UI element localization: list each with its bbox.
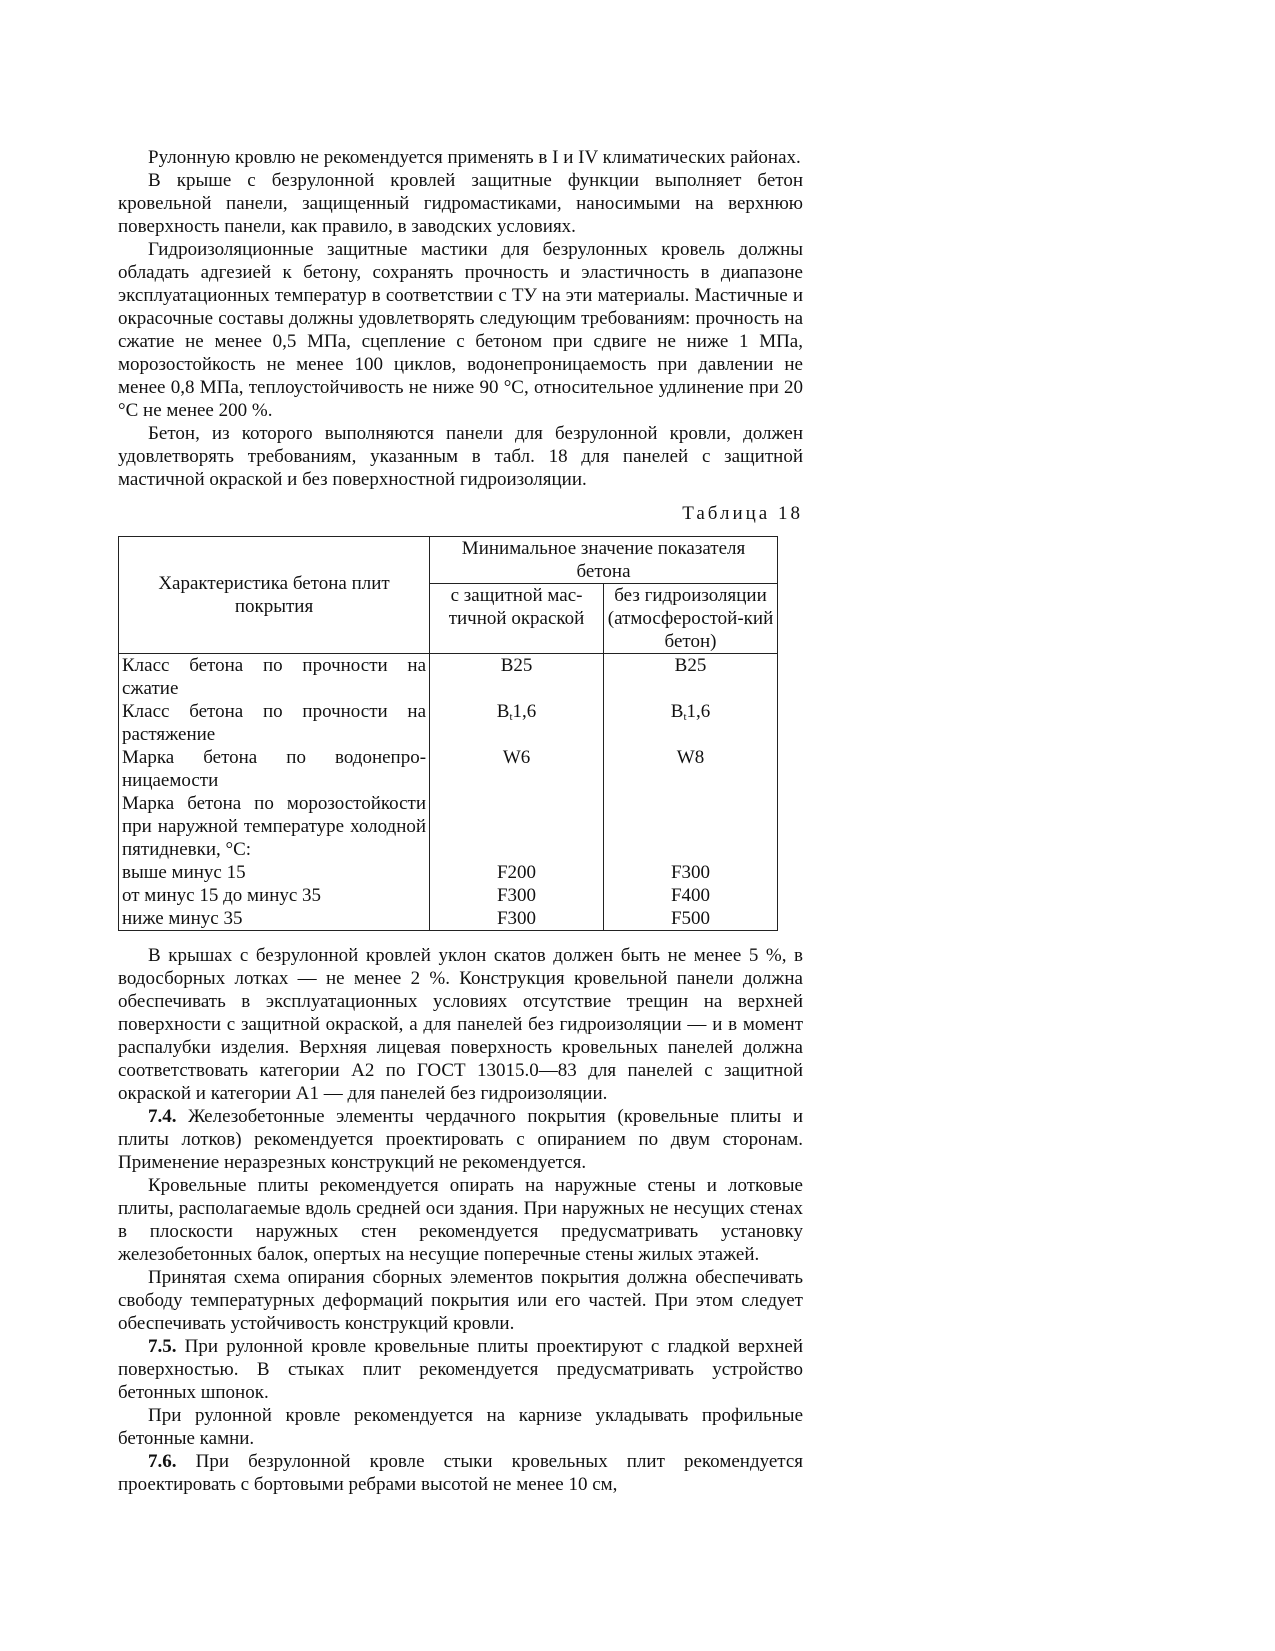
header-min-value: Минимальное значение показателя бетона bbox=[430, 537, 778, 584]
row-label: Марка бетона по водонепро-ницаемости bbox=[119, 746, 430, 792]
row-value-uncoated bbox=[604, 792, 778, 861]
row-value-coated bbox=[430, 792, 604, 861]
table-row bbox=[119, 792, 778, 861]
clause-number: 7.4. bbox=[148, 1106, 177, 1127]
table-header-row bbox=[119, 537, 778, 584]
row-value-coated: F200 bbox=[430, 861, 604, 884]
table-row bbox=[119, 654, 778, 701]
row-label: выше минус 15 bbox=[119, 861, 430, 884]
document-page bbox=[118, 146, 803, 1496]
table-row bbox=[119, 746, 778, 792]
row-value-coated: F300 bbox=[430, 907, 604, 931]
paragraph: Принятая схема опирания сборных элементов покрытия должна обеспечивать свободу температурных деформаций покрытия или его частей. При этом следует обеспечивать устойчивость конструкций кровли. bbox=[118, 1267, 803, 1334]
paragraph: При рулонной кровле рекомендуется на карнизе укладывать профильные бетонные камни. bbox=[118, 1405, 803, 1449]
header-with-coating: с защитной мас-тичной окраской bbox=[430, 584, 604, 654]
header-characteristic: Характеристика бетона плит покрытия bbox=[119, 537, 430, 654]
row-value-uncoated: F500 bbox=[604, 907, 778, 931]
table-row bbox=[119, 884, 778, 907]
paragraph: Рулонную кровлю не рекомендуется применять в I и IV климатических районах. bbox=[148, 147, 801, 168]
clause-number: 7.5. bbox=[148, 1336, 177, 1357]
header-without-waterproofing: без гидроизоляции (атмосферостой-кий бетон) bbox=[604, 584, 778, 654]
row-value-coated: F300 bbox=[430, 884, 604, 907]
row-value-uncoated: F300 bbox=[604, 861, 778, 884]
row-value-coated: В25 bbox=[430, 654, 604, 701]
row-value-uncoated: $B_t1,6$ bbox=[604, 700, 778, 746]
paragraph: 7.4. Железобетонные элементы чердачного покрытия (кровельные плиты и плиты лотков) рекомендуется проектировать с опиранием по двум сторонам. Применение неразрезных конструкций не рекомендуется. bbox=[118, 1106, 804, 1173]
paragraph: В крышах с безрулонной кровлей уклон скатов должен быть не менее 5 %, в водосборных лотках — не менее 2 %. Конструкция кровельной панели должна обеспечивать в эксплуатационных условиях отсутствие трещин на верхней поверхности с защитной окраской, а для панелей без гидроизоляции — и в момент распалубки изделия. Верхняя лицевая поверхность кровельных панелей должна соответствовать категории А2 по ГОСТ 13015.0—83 для панелей с защитной окраской и категории А1 — для панелей без гидроизоляции. bbox=[118, 945, 803, 1104]
paragraph: В крыше с безрулонной кровлей защитные функции выполняет бетон кровельной панели, защищенный гидромастиками, наносимыми на верхнюю поверхность панели, как правило, в заводских условиях. bbox=[118, 170, 803, 237]
row-value-uncoated: W8 bbox=[604, 746, 778, 792]
row-value-coated: $B_t1,6$ bbox=[430, 700, 604, 746]
row-label: Класс бетона по прочности на сжатие bbox=[119, 654, 430, 701]
table-caption: Таблица 18 bbox=[682, 503, 803, 524]
paragraph: 7.5. При рулонной кровле кровельные плиты проектируют с гладкой верхней поверхностью. В стыках плит рекомендуется предусматривать устройство бетонных шпонок. bbox=[118, 1336, 804, 1403]
table-row bbox=[119, 861, 778, 884]
concrete-requirements-table bbox=[118, 536, 778, 931]
paragraph: Гидроизоляционные защитные мастики для безрулонных кровель должны обладать адгезией к бетону, сохранять прочность и эластичность в диапазоне эксплуатационных температур в соответствии с ТУ на эти материалы. Мастичные и окрасочные составы должны удовлетворять следующим требованиям: прочность на сжатие не менее 0,5 МПа, сцепление с бетоном при сдвиге не ниже 1 МПа, морозостойкость не менее 100 циклов, водонепроницаемость при давлении не менее 0,8 МПа, теплоустойчивость не ниже 90 °С, относительное удлинение при 20 °С не менее 200 %. bbox=[118, 239, 803, 421]
table-row bbox=[119, 907, 778, 931]
row-label: Марка бетона по морозостойкости при наружной температуре холодной пятидневки, °С: bbox=[119, 792, 430, 861]
paragraph: Кровельные плиты рекомендуется опирать на наружные стены и лотковые плиты, располагаемые вдоль средней оси здания. При наружных не несущих стенах в плоскости наружных стен рекомендуется предусматривать установку железобетонных балок, опертых на несущие поперечные стены жилых этажей. bbox=[118, 1175, 803, 1265]
table-row bbox=[119, 700, 778, 746]
paragraph: Бетон, из которого выполняются панели для безрулонной кровли, должен удовлетворять требованиям, указанным в табл. 18 для панелей с защитной мастичной окраской и без поверхностной гидроизоляции. bbox=[118, 423, 803, 490]
clause-number: 7.6. bbox=[148, 1451, 177, 1472]
paragraph: 7.6. При безрулонной кровле стыки кровельных плит рекомендуется проектировать с бортовыми ребрами высотой не менее 10 см, bbox=[118, 1451, 804, 1495]
row-value-uncoated: В25 bbox=[604, 654, 778, 701]
row-label: ниже минус 35 bbox=[119, 907, 430, 931]
row-value-uncoated: F400 bbox=[604, 884, 778, 907]
row-value-coated: W6 bbox=[430, 746, 604, 792]
row-label: Класс бетона по прочности на растяжение bbox=[119, 700, 430, 746]
row-label: от минус 15 до минус 35 bbox=[119, 884, 430, 907]
